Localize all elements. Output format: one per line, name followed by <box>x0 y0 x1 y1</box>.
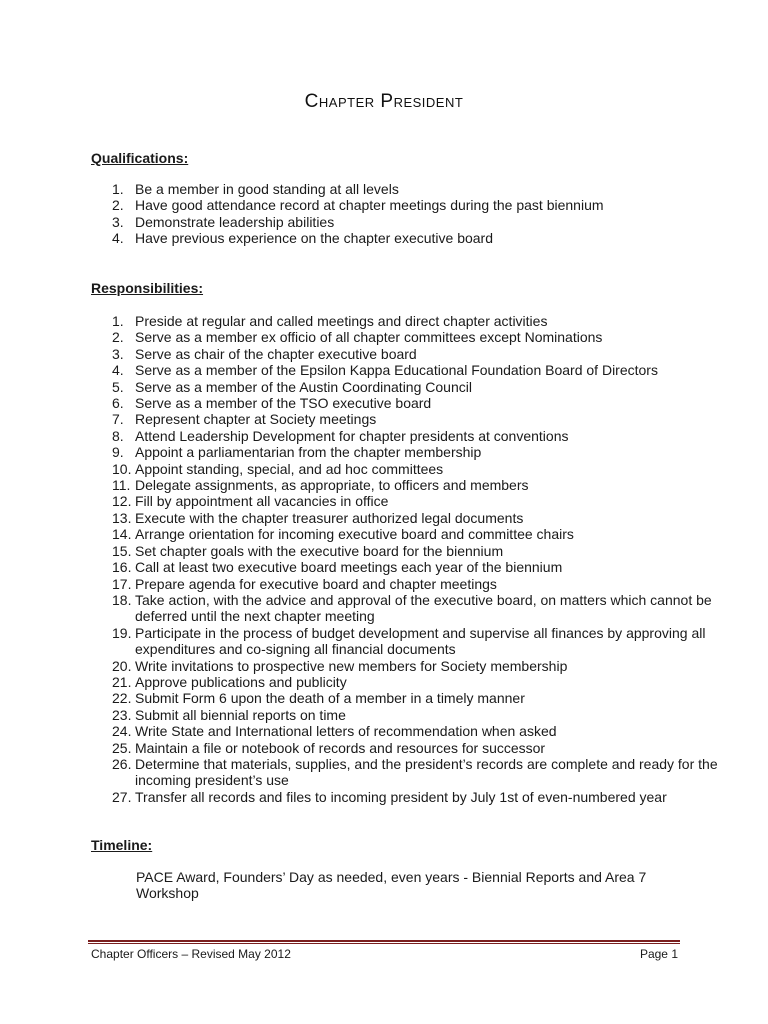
qualifications-heading: Qualifications: <box>91 150 189 166</box>
list-item <box>91 756 735 789</box>
list-item-text: Appoint a parliamentarian from the chapter membership <box>135 444 482 461</box>
list-item-number: 27. <box>112 788 132 805</box>
list-item-number: 15. <box>112 542 132 559</box>
list-item <box>91 543 735 559</box>
list-item-number: 25. <box>112 739 132 756</box>
list-item-number: 7. <box>112 411 124 428</box>
list-item <box>91 510 735 526</box>
list-item-text: Submit all biennial reports on time <box>135 706 346 723</box>
list-item-number: 3. <box>112 345 124 362</box>
footer-divider <box>88 940 680 944</box>
qualifications-list <box>91 181 735 247</box>
list-item <box>91 379 735 395</box>
list-item <box>91 197 735 213</box>
list-item-number: 9. <box>112 444 124 461</box>
list-item <box>91 428 735 444</box>
list-item <box>91 723 735 739</box>
list-item-text: Arrange orientation for incoming executive board and committee chairs <box>135 526 574 543</box>
list-item-text: Serve as a member of the TSO executive board <box>135 395 432 412</box>
timeline-heading: Timeline: <box>91 837 153 853</box>
list-item <box>91 313 735 329</box>
list-item <box>91 230 735 246</box>
list-item <box>91 181 735 197</box>
list-item <box>91 214 735 230</box>
list-item-text: Attend Leadership Development for chapter presidents at conventions <box>135 427 569 444</box>
list-item-number: 21. <box>112 673 132 690</box>
list-item <box>91 395 735 411</box>
list-item <box>91 444 735 460</box>
list-item-text: Preside at regular and called meetings and direct chapter activities <box>135 313 548 329</box>
list-item-number: 6. <box>112 395 124 412</box>
list-item-text: Write State and International letters of recommendation when asked <box>135 723 557 740</box>
page-number: Page 1 <box>639 947 678 961</box>
list-item <box>91 740 735 756</box>
list-item-number: 2. <box>112 197 124 214</box>
list-item-text: Call at least two executive board meetings each year of the biennium <box>135 559 563 576</box>
list-item <box>91 346 735 362</box>
list-item-number: 4. <box>112 230 124 247</box>
list-item-text: Maintain a file or notebook of records and resources for successor <box>135 739 546 756</box>
responsibilities-list <box>91 313 735 805</box>
list-item-number: 12. <box>112 493 132 510</box>
list-item-number: 24. <box>112 723 132 740</box>
list-item-text: Execute with the chapter treasurer authorized legal documents <box>135 509 524 526</box>
list-item-text: Take action, with the advice and approval of the executive board, on matters which cannot be deferred until the next chapter meeting <box>135 591 712 625</box>
list-item-number: 14. <box>112 526 132 543</box>
list-item-text: Submit Form 6 upon the death of a member in a timely manner <box>135 690 525 707</box>
list-item <box>91 362 735 378</box>
list-item <box>91 493 735 509</box>
list-item-text: Serve as a member of the Epsilon Kappa Educational Foundation Board of Directors <box>135 362 658 379</box>
list-item-number: 22. <box>112 690 132 707</box>
list-item-number: 5. <box>112 378 124 395</box>
list-item-text: Appoint standing, special, and ad hoc committees <box>135 460 444 477</box>
list-item <box>91 674 735 690</box>
list-item-text: Determine that materials, supplies, and the president’s records are complete and ready for the incoming president’s use <box>135 755 718 789</box>
list-item-number: 11. <box>112 477 131 494</box>
list-item <box>91 461 735 477</box>
list-item <box>91 592 735 625</box>
timeline-text: PACE Award, Founders’ Day as needed, even years - Biennial Reports and Area 7 Workshop <box>136 869 647 902</box>
list-item <box>91 526 735 542</box>
list-item-text: Demonstrate leadership abilities <box>135 213 335 230</box>
list-item-text: Delegate assignments, as appropriate, to officers and members <box>135 477 529 494</box>
list-item <box>91 477 735 493</box>
list-item <box>91 690 735 706</box>
list-item-text: Have good attendance record at chapter meetings during the past biennium <box>135 197 604 214</box>
list-item <box>91 625 735 658</box>
responsibilities-heading: Responsibilities: <box>91 280 204 296</box>
list-item-text: Participate in the process of budget development and supervise all finances by approving all expenditures and co-signing all financial documents <box>135 624 706 658</box>
list-item-text: Approve publications and publicity <box>135 673 347 690</box>
list-item-text: Have previous experience on the chapter executive board <box>135 230 493 247</box>
list-item <box>91 559 735 575</box>
list-item-number: 8. <box>112 427 124 444</box>
list-item-number: 20. <box>112 657 132 674</box>
list-item-number: 1. <box>112 181 124 197</box>
list-item-number: 16. <box>112 559 132 576</box>
list-item-text: Write invitations to prospective new members for Society membership <box>135 657 568 674</box>
list-item-number: 17. <box>112 575 132 592</box>
list-item <box>91 707 735 723</box>
page-title: Chapter President <box>304 91 464 112</box>
list-item-number: 23. <box>112 706 132 723</box>
list-item <box>91 329 735 345</box>
footer-revision: Chapter Officers – Revised May 2012 <box>91 947 291 961</box>
list-item <box>91 658 735 674</box>
list-item-text: Set chapter goals with the executive board for the biennium <box>135 542 504 559</box>
list-item <box>91 411 735 427</box>
list-item-text: Be a member in good standing at all levels <box>135 181 399 197</box>
list-item-text: Serve as a member of the Austin Coordinating Council <box>135 378 472 395</box>
list-item-number: 2. <box>112 329 124 346</box>
list-item-number: 3. <box>112 213 124 230</box>
list-item <box>91 789 735 805</box>
list-item-text: Serve as a member ex officio of all chapter committees except Nominations <box>135 329 603 346</box>
list-item-number: 13. <box>112 509 132 526</box>
list-item-number: 4. <box>112 362 124 379</box>
list-item-number: 26. <box>112 755 132 772</box>
list-item-text: Represent chapter at Society meetings <box>135 411 377 428</box>
list-item-number: 18. <box>112 591 132 608</box>
list-item-text: Fill by appointment all vacancies in office <box>135 493 389 510</box>
list-item-number: 1. <box>112 313 124 329</box>
list-item-number: 10. <box>112 460 132 477</box>
list-item-number: 19. <box>112 624 132 641</box>
list-item-text: Prepare agenda for executive board and chapter meetings <box>135 575 497 592</box>
list-item-text: Transfer all records and files to incoming president by July 1st of even-numbered year <box>135 788 667 805</box>
list-item <box>91 576 735 592</box>
list-item-text: Serve as chair of the chapter executive board <box>135 345 417 362</box>
